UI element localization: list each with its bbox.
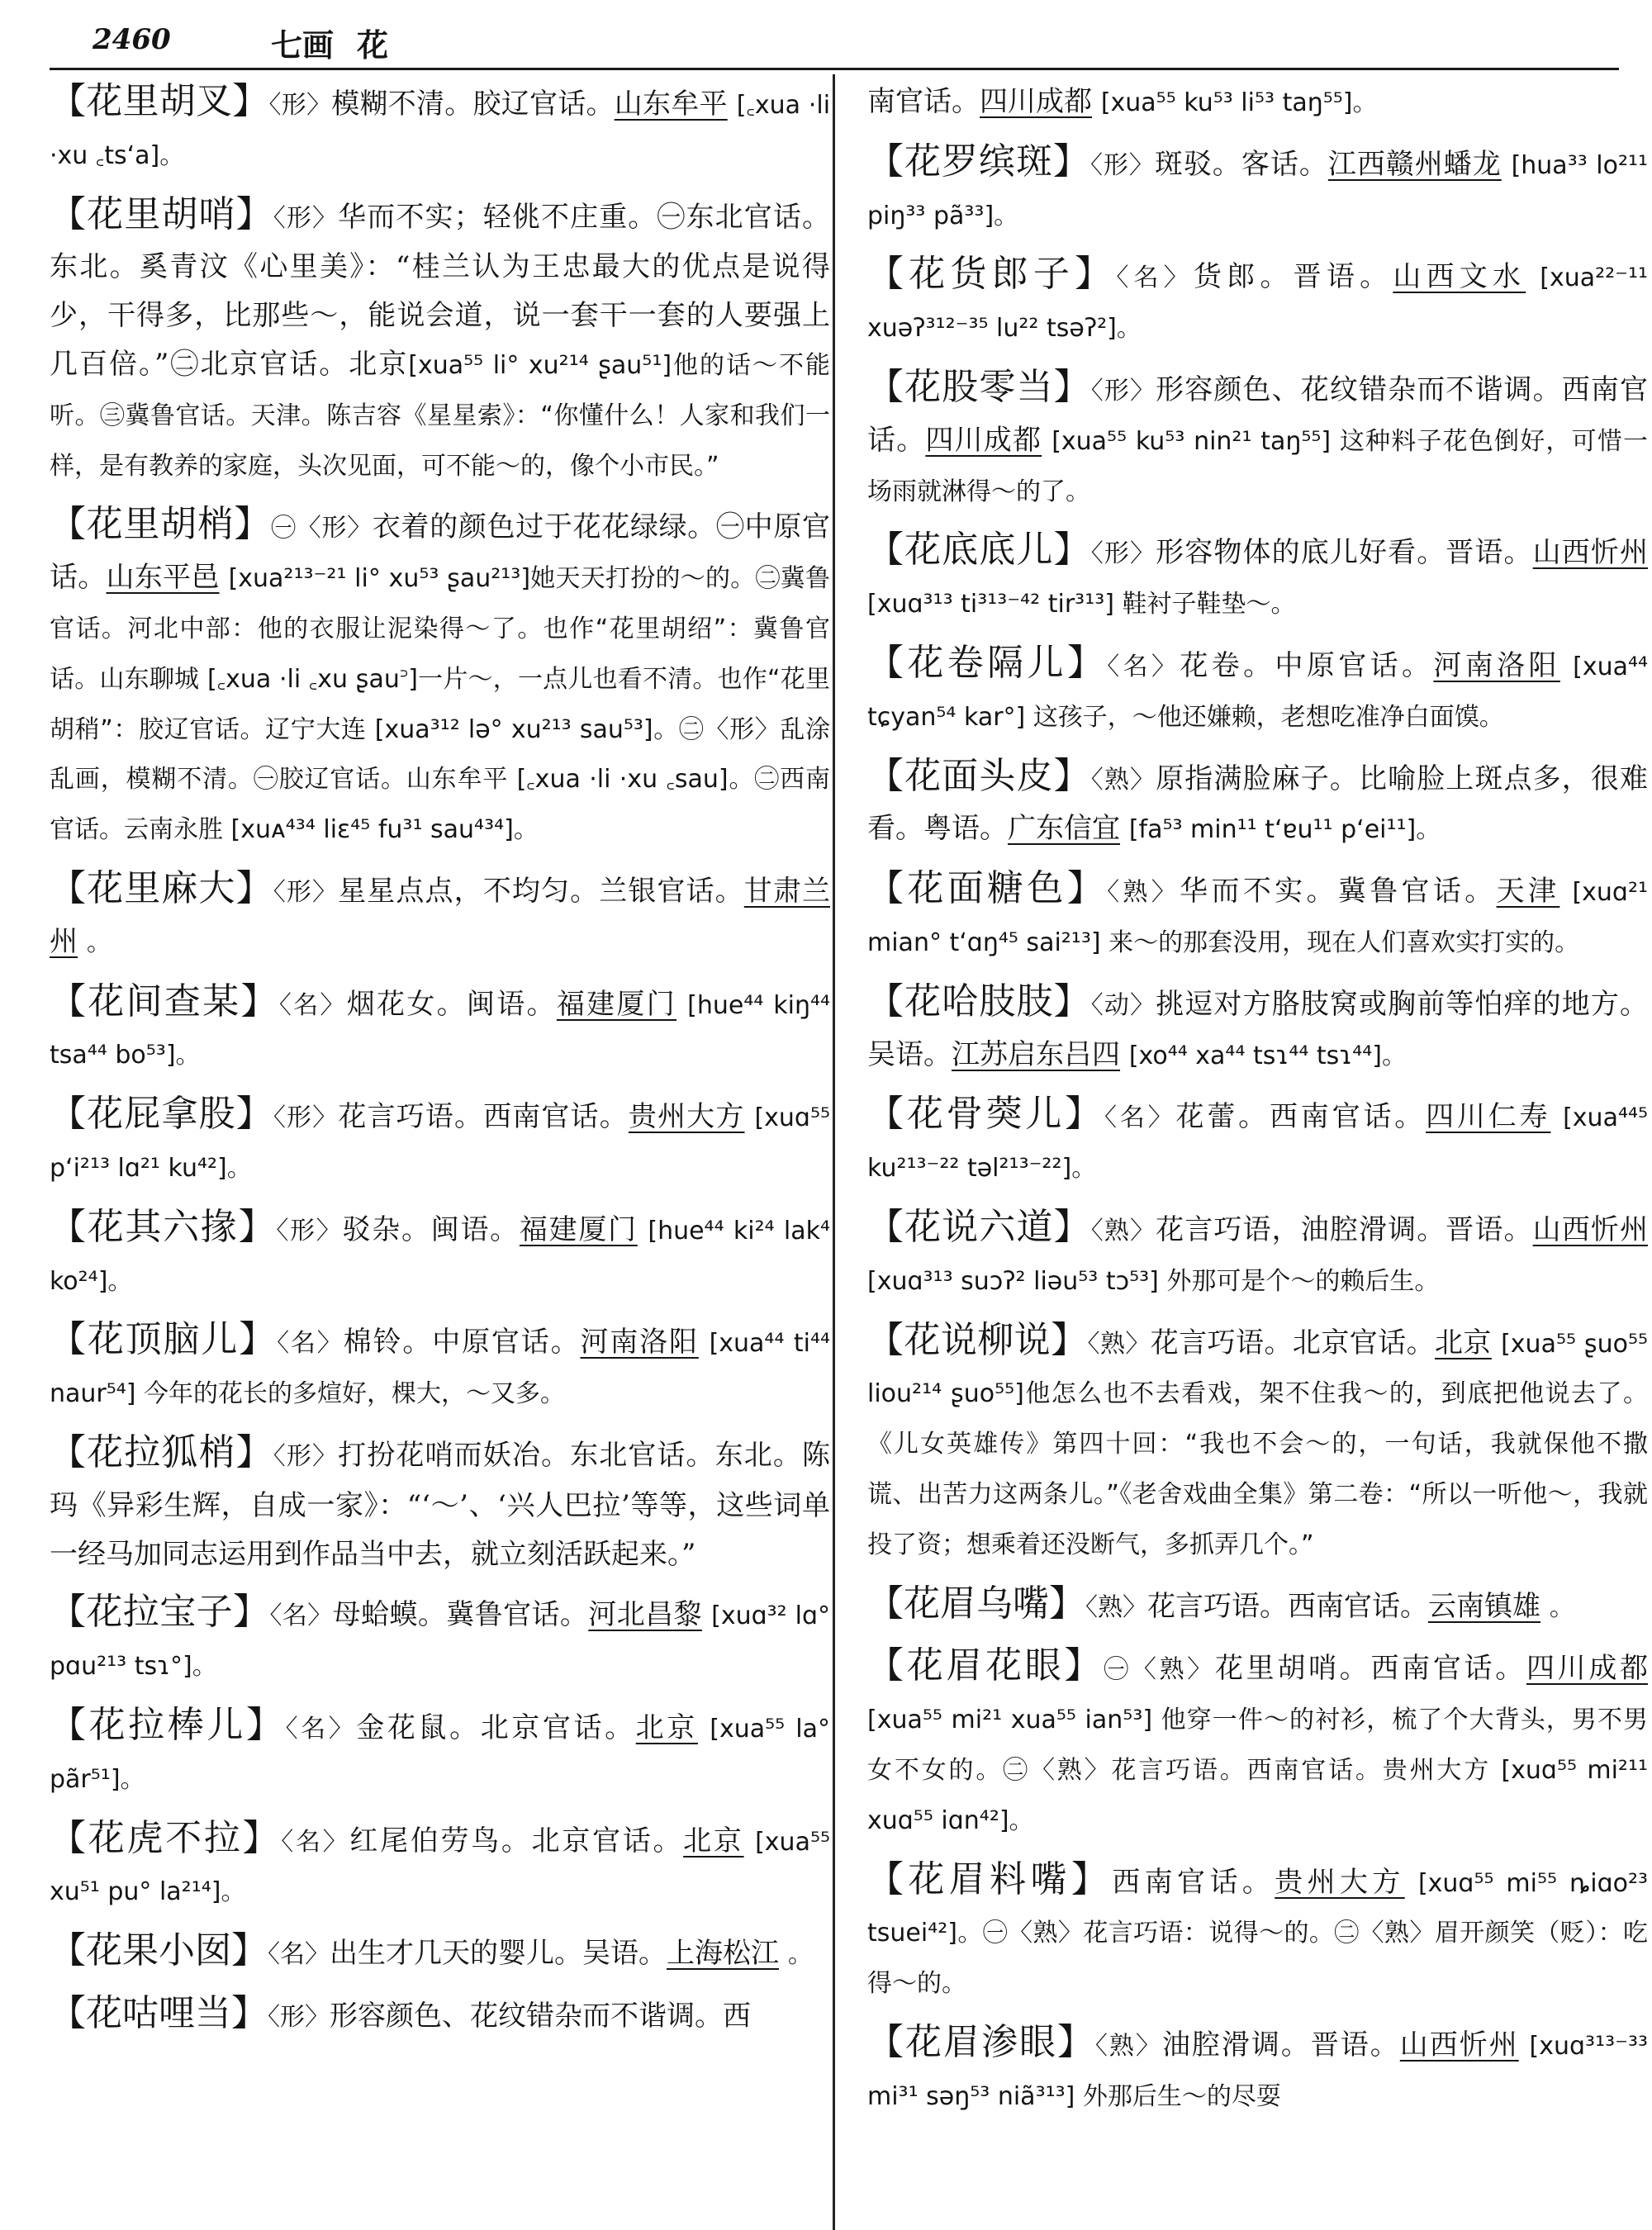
pronunciation-and-example: [hue⁴⁴ kiŋ⁴⁴ tsa⁴⁴ bo⁵³]。: [50, 990, 831, 1070]
entry-definition: 烟花女。闽语。: [346, 987, 557, 1021]
part-of-speech: 〈形〉: [276, 1216, 343, 1245]
entry-headword: 【花罗缤斑】: [867, 140, 1090, 183]
entry-headword: 【花拉狐梢】: [50, 1431, 273, 1473]
pronunciation-and-example: [xua⁵⁵ la° pãr⁵¹]。: [50, 1714, 831, 1794]
entry-headword: 【花眉乌嘴】: [867, 1582, 1085, 1625]
part-of-speech: 〈名〉: [1107, 652, 1180, 681]
dialect-location: 山东牟平: [614, 88, 728, 121]
entry-headword: 【花底底儿】: [867, 529, 1091, 572]
pronunciation-and-example: [xua⁵⁵ mi²¹ xua⁵⁵ ian⁵³] 他穿一件～的衬衫，梳了个大背头，男不男女不女的。㊁〈熟〉花言巧语。西南官话。贵州大方 [xuɑ⁵⁵ mi²¹¹ xuɑ⁵⁵ iɑn⁴²]。: [867, 1706, 1648, 1835]
entry-definition: 花言巧语。北京官话。: [1150, 1326, 1436, 1359]
dialect-location: 贵州大方: [1275, 1865, 1405, 1899]
dictionary-entry: [867, 1203, 1648, 1307]
part-of-speech: 〈形〉: [273, 203, 339, 233]
part-of-speech: 〈名〉: [1116, 263, 1194, 293]
entry-headword: 【花卷隔儿】: [867, 641, 1108, 684]
dictionary-entry: [50, 865, 830, 968]
dialect-location: 四川成都: [1526, 1652, 1649, 1686]
part-of-speech: 〈形〉: [268, 91, 332, 120]
pronunciation-and-example: [xua⁵⁵ li° xu²¹⁴ ʂau⁵¹]他的话～不能听。㊂冀鲁官话。天津。陈吉容《星星索》：“你懂什么！人家和我们一样，是有教养的家庭，头次见面，可不能～的，像个小市民。”: [50, 350, 830, 481]
pronunciation-and-example: [xuɑ³¹³ suɔʔ² liəu⁵³ tɔ⁵³] 外那可是个～的赖后生。: [867, 1266, 1440, 1296]
pronunciation-and-example: 。: [86, 928, 112, 957]
entry-definition: 出生才几天的婴儿。吴语。: [330, 1937, 667, 1971]
left-column: [50, 78, 830, 2052]
dictionary-entry: [867, 2019, 1648, 2122]
dialect-location: 山西忻州: [1532, 536, 1649, 570]
part-of-speech: 〈形〉: [268, 2002, 330, 2032]
dialect-location: 河南洛阳: [580, 1326, 699, 1359]
entry-headword: 【花里胡叉】: [50, 80, 269, 122]
part-of-speech: 〈熟〉: [1090, 765, 1156, 795]
dictionary-entry: [867, 1317, 1648, 1570]
entry-definition: 衣着的颜色过于花花绿绿。㊀中原官话。: [50, 510, 831, 595]
entry-headword: 【花间查某】: [50, 980, 279, 1022]
pronunciation-and-example: 。: [787, 1940, 813, 1970]
dictionary-entry: [50, 1316, 830, 1419]
entry-headword: 【花骨葖儿】: [867, 1093, 1104, 1136]
pronunciation-and-example: [hue⁴⁴ ki²⁴ lak⁴ ko²⁴]。: [50, 1216, 831, 1296]
entry-definition: 星星点点，不均匀。兰银官话。: [338, 874, 744, 908]
entry-headword: 【花说柳说】: [867, 1318, 1088, 1361]
entry-definition: 华而不实；轻佻不庄重。㊀东北官话。东北。奚青汶《心里美》：“桂兰认为王忠最大的优点是说得少，干得多，比那些～，能说会道，说一套干一套的人要强上几百倍。”㊁北京官话。北京: [50, 200, 831, 381]
pronunciation-and-example: [xuɑ⁵⁵ mi⁵⁵ ȵiɑo²³ tsuei⁴²]。㊀〈熟〉花言巧语：说得～的。㊁〈熟〉眉开颜笑（贬）：吃得～的。: [867, 1868, 1649, 1999]
entry-headword: 【花眉花眼】: [867, 1644, 1104, 1687]
dictionary-entry: [50, 1927, 830, 1980]
dialect-location: 江苏启东吕四: [952, 1037, 1120, 1071]
entry-headword: 【花哈肢肢】: [867, 980, 1091, 1022]
pronunciation-and-example: [xua⁴⁴ tɕyan⁵⁴ kar°] 这孩子，～他还嫌赖，老想吃准净白面馍。: [867, 652, 1649, 732]
dictionary-entry: [50, 1203, 830, 1307]
pronunciation-and-example: [hua³³ lo²¹¹ piŋ³³ pã³³]。: [867, 150, 1649, 230]
entry-definition: 华而不实。冀鲁官话。: [1180, 875, 1497, 909]
part-of-speech: 〈名〉: [269, 1601, 333, 1631]
dictionary-entry: [867, 138, 1648, 241]
dictionary-entry: [50, 501, 830, 855]
entry-headword: 【花果小囡】: [50, 1929, 268, 1972]
entry-definition: 红尾伯劳鸟。北京官话。: [349, 1824, 684, 1858]
entry-definition: 花言巧语，油腔滑调。晋语。: [1156, 1212, 1533, 1246]
dictionary-entry: [867, 78, 1648, 128]
part-of-speech: 〈形〉: [273, 1441, 339, 1471]
pronunciation-and-example: [xuɑ³¹³⁻³³ mi³¹ səŋ⁵³ niã³¹³] 外那后生～的尽耍: [867, 2031, 1649, 2111]
entry-headword: 【花屁拿股】: [50, 1093, 273, 1136]
page-number: 2460: [93, 23, 171, 56]
dictionary-entry: [867, 752, 1648, 856]
entry-headword: 【花眉料嘴】: [867, 1858, 1113, 1900]
pronunciation-and-example: 。: [1549, 1592, 1574, 1622]
right-column: [867, 78, 1648, 2131]
part-of-speech: 〈形〉: [1089, 150, 1155, 180]
part-of-speech: 〈形〉: [273, 1103, 339, 1133]
column-divider: [833, 74, 835, 2230]
part-of-speech: 〈名〉: [268, 1940, 330, 1970]
entry-headword: 【花里胡哨】: [50, 192, 273, 235]
pronunciation-and-example: [xuɑ³² lɑ° pɑu²¹³ tsɿ°]。: [50, 1601, 831, 1682]
pronunciation-and-example: [xua⁴⁴⁵ ku²¹³⁻²² təl²¹³⁻²²]。: [867, 1103, 1649, 1184]
dialect-location: 北京: [635, 1710, 698, 1744]
page-header: [50, 18, 1619, 70]
dialect-location: 北京: [1435, 1326, 1492, 1359]
part-of-speech: 〈熟〉: [1087, 1329, 1151, 1359]
dictionary-entry: [867, 1580, 1648, 1633]
dictionary-entry: [867, 865, 1648, 968]
dictionary-entry: [50, 1090, 830, 1193]
pronunciation-and-example: [xua⁴⁴ ti⁴⁴ naur⁵⁴] 今年的花长的多煊好，棵大，～又多。: [50, 1329, 831, 1409]
dictionary-entry: [867, 250, 1648, 353]
entry-headword: 【花面头皮】: [867, 754, 1091, 797]
dialect-location: 甘肃兰州: [50, 874, 831, 958]
entry-headword: 【花虎不拉】: [50, 1816, 282, 1859]
entry-headword: 【花面糖色】: [867, 867, 1108, 910]
part-of-speech: 〈熟〉: [1094, 2031, 1162, 2061]
entry-definition: 油腔滑调。晋语。: [1161, 2028, 1400, 2062]
dialect-location: 云南镇雄: [1428, 1589, 1540, 1623]
pronunciation-and-example: [xo⁴⁴ xa⁴⁴ tsɿ⁴⁴ tsɿ⁴⁴]。: [1128, 1041, 1407, 1070]
dictionary-entry: [50, 1990, 830, 2043]
entry-definition: 形容颜色、花纹错杂而不谐调。西: [330, 1999, 751, 2033]
header-character: 花: [357, 26, 389, 64]
entry-definition: 西南官话。: [1112, 1865, 1275, 1899]
entry-definition: 花蕾。西南官话。: [1175, 1100, 1427, 1134]
dictionary-entry: [50, 1588, 830, 1691]
entry-definition: 花言巧语。西南官话。: [1147, 1589, 1428, 1623]
dictionary-entry: [867, 639, 1648, 743]
dialect-location: 广东信宜: [1008, 812, 1120, 846]
part-of-speech: 〈名〉: [1104, 1103, 1176, 1133]
pronunciation-and-example: [xuɑ³¹³ ti³¹³⁻⁴² tir³¹³] 鞋衬子鞋垫～。: [867, 590, 1296, 619]
entry-definition: 花言巧语。西南官话。: [338, 1100, 629, 1134]
entry-headword: 【花拉宝子】: [50, 1591, 270, 1634]
dictionary-entry: [867, 1090, 1648, 1193]
entry-headword: 【花咕哩当】: [50, 1991, 268, 2034]
dictionary-entry: [867, 363, 1648, 516]
entry-definition: 形容物体的底儿好看。晋语。: [1156, 536, 1533, 570]
part-of-speech: ㊀〈形〉: [271, 514, 373, 543]
dictionary-entry: [50, 1815, 830, 1918]
dialect-location: 山西忻州: [1532, 1212, 1649, 1246]
part-of-speech: 〈熟〉: [1090, 1216, 1156, 1245]
pronunciation-and-example: [꜀xua ·li ·xu ꜀tsʻa]。: [50, 91, 831, 170]
dictionary-entry: [50, 978, 830, 1081]
entry-definition: 挑逗对方胳肢窝或胸前等怕痒的地方。吴语。: [867, 987, 1649, 1071]
pronunciation-and-example: [xua⁵⁵ ku⁵³ nin²¹ taŋ⁵⁵] 这种料子花色倒好，可惜一场雨就淋得～的了。: [867, 426, 1649, 506]
part-of-speech: 〈名〉: [278, 990, 347, 1020]
part-of-speech: 〈形〉: [273, 877, 339, 907]
pronunciation-and-example: [xua⁵⁵ xu⁵¹ pu° la²¹⁴]。: [50, 1827, 831, 1907]
dictionary-entry: [867, 1642, 1648, 1845]
dialect-location: 天津: [1496, 875, 1560, 909]
dialect-location: 北京: [683, 1824, 744, 1858]
entry-headword: 【花货郎子】: [867, 253, 1117, 296]
entry-headword: 【花里麻大】: [50, 866, 273, 909]
dictionary-entry: [867, 1856, 1648, 2009]
part-of-speech: ㊀〈熟〉: [1104, 1655, 1215, 1685]
part-of-speech: 〈名〉: [285, 1714, 357, 1744]
entry-headword: 【花顶脑儿】: [50, 1318, 278, 1361]
pronunciation-and-example: [xuɑ⁵⁵ pʻi²¹³ lɑ²¹ ku⁴²]。: [50, 1103, 831, 1183]
dialect-location: 河南洛阳: [1433, 648, 1560, 682]
entry-definition: 母蛤蟆。冀鲁官话。: [332, 1598, 589, 1632]
dialect-location: 贵州大方: [628, 1100, 745, 1134]
part-of-speech: 〈动〉: [1090, 990, 1156, 1020]
entry-definition: 形容颜色、花纹错杂而不谐调。西南官话。: [867, 372, 1649, 457]
entry-definition: 斑驳。客话。: [1154, 147, 1328, 181]
entry-headword: 【花股零当】: [867, 365, 1091, 408]
part-of-speech: 〈名〉: [277, 1329, 344, 1359]
dialect-location: 河北昌黎: [588, 1598, 702, 1632]
dictionary-entry: [50, 1429, 830, 1578]
dialect-location: 四川成都: [925, 423, 1042, 457]
entry-definition: 花里胡哨。西南官话。: [1214, 1652, 1526, 1686]
dictionary-entry: [50, 191, 830, 491]
pronunciation-and-example: [xua²¹³⁻²¹ li° xu⁵³ ʂau²¹³]她天天打扮的～的。㊁冀鲁官话。河北中部：他的衣服让泥染得～了。也作“花里胡绍”：冀鲁官话。山东聊城 [꜀xua ·li ꜀xu ʂau꜄]一片～，一点儿也看不清。也作“花里胡稍”：胶辽官话。辽宁大连 [xua³¹² lə° xu²¹³ sau⁵³]。㊁〈形〉乱涂乱画，模糊不清。㊀胶辽官话。山东牟平 [꜀xua ·li ·xu ꜀sau]。㊁西南官话。云南永胜 [xuᴀ⁴³⁴ liɛ⁴⁵ fu³¹ sau⁴³⁴]。: [50, 564, 831, 845]
dialect-location: 山东平邑: [106, 561, 220, 595]
dialect-location: 福建厦门: [519, 1212, 638, 1246]
pronunciation-and-example: [xua⁵⁵ ku⁵³ li⁵³ taŋ⁵⁵]。: [1100, 88, 1378, 117]
entry-definition: 花卷。中原官话。: [1180, 648, 1434, 682]
pronunciation-and-example: [xuɑ²¹ mian° tʻɑŋ⁴⁵ sai²¹³] 来～的那套没用，现在人们喜欢实打实的。: [867, 878, 1649, 957]
entry-headword: 【花眉渗眼】: [867, 2020, 1095, 2063]
entry-definition: 模糊不清。胶辽官话。: [331, 88, 615, 121]
part-of-speech: 〈熟〉: [1085, 1592, 1147, 1622]
pronunciation-and-example: [xua⁵⁵ ʂuo⁵⁵ liou²¹⁴ ʂuo⁵⁵]他怎么也不去看戏，架不住我～的，到底把他说去了。《儿女英雄传》第四十回：“我也不会～的，一句话，我就保他不撒谎、出苦力这两条儿。”《老舍戏曲全集》第二卷：“所以一听他～，我就投了资；想乘着还没断气，多抓弄几个。”: [867, 1329, 1649, 1559]
dialect-location: 四川成都: [980, 85, 1092, 118]
dictionary-entry: [50, 78, 830, 181]
dialect-location: 四川仁寿: [1426, 1100, 1551, 1134]
part-of-speech: 〈形〉: [1090, 539, 1156, 569]
dialect-location: 上海松江: [667, 1937, 779, 1971]
part-of-speech: 〈形〉: [1090, 376, 1156, 406]
entry-headword: 【花说六道】: [867, 1205, 1091, 1248]
stroke-count-label: 七画: [271, 26, 335, 64]
entry-headword: 【花其六掾】: [50, 1205, 277, 1248]
dictionary-entry: [50, 1701, 830, 1805]
pronunciation-and-example: [fa⁵³ min¹¹ tʻɐu¹¹ pʻei¹¹]。: [1128, 815, 1441, 845]
entry-definition: 南官话。: [867, 85, 980, 118]
part-of-speech: 〈熟〉: [1107, 878, 1180, 908]
dictionary-entry: [867, 526, 1648, 629]
entry-definition: 金花鼠。北京官话。: [356, 1710, 636, 1744]
entry-definition: 棉铃。中原官话。: [343, 1326, 581, 1359]
part-of-speech: 〈名〉: [281, 1827, 350, 1857]
entry-definition: 货郎。晋语。: [1194, 260, 1393, 294]
dictionary-entry: [867, 978, 1648, 1081]
dialect-location: 福建厦门: [556, 987, 677, 1021]
entry-definition: 打扮花哨而妖冶。东北官话。东北。陈玛《异彩生辉，自成一家》：“‘～’、‘兴人巴拉’等等，这些词单一经马加同志运用到作品当中去，就立刻活跃起来。”: [50, 1438, 831, 1571]
entry-definition: 原指满脸麻子。比喻脸上斑点多，很难看。粤语。: [867, 762, 1649, 846]
dialect-location: 山西文水: [1393, 260, 1526, 294]
dialect-location: 江西赣州蟠龙: [1327, 147, 1502, 181]
entry-definition: 驳杂。闽语。: [342, 1212, 520, 1246]
dialect-location: 山西忻州: [1399, 2028, 1519, 2062]
pronunciation-and-example: [xua²²⁻¹¹ xuəʔ³¹²⁻³⁵ lu²² tsəʔ²]。: [867, 263, 1649, 344]
entry-headword: 【花拉棒儿】: [50, 1703, 286, 1746]
entry-headword: 【花里胡梢】: [50, 503, 272, 546]
